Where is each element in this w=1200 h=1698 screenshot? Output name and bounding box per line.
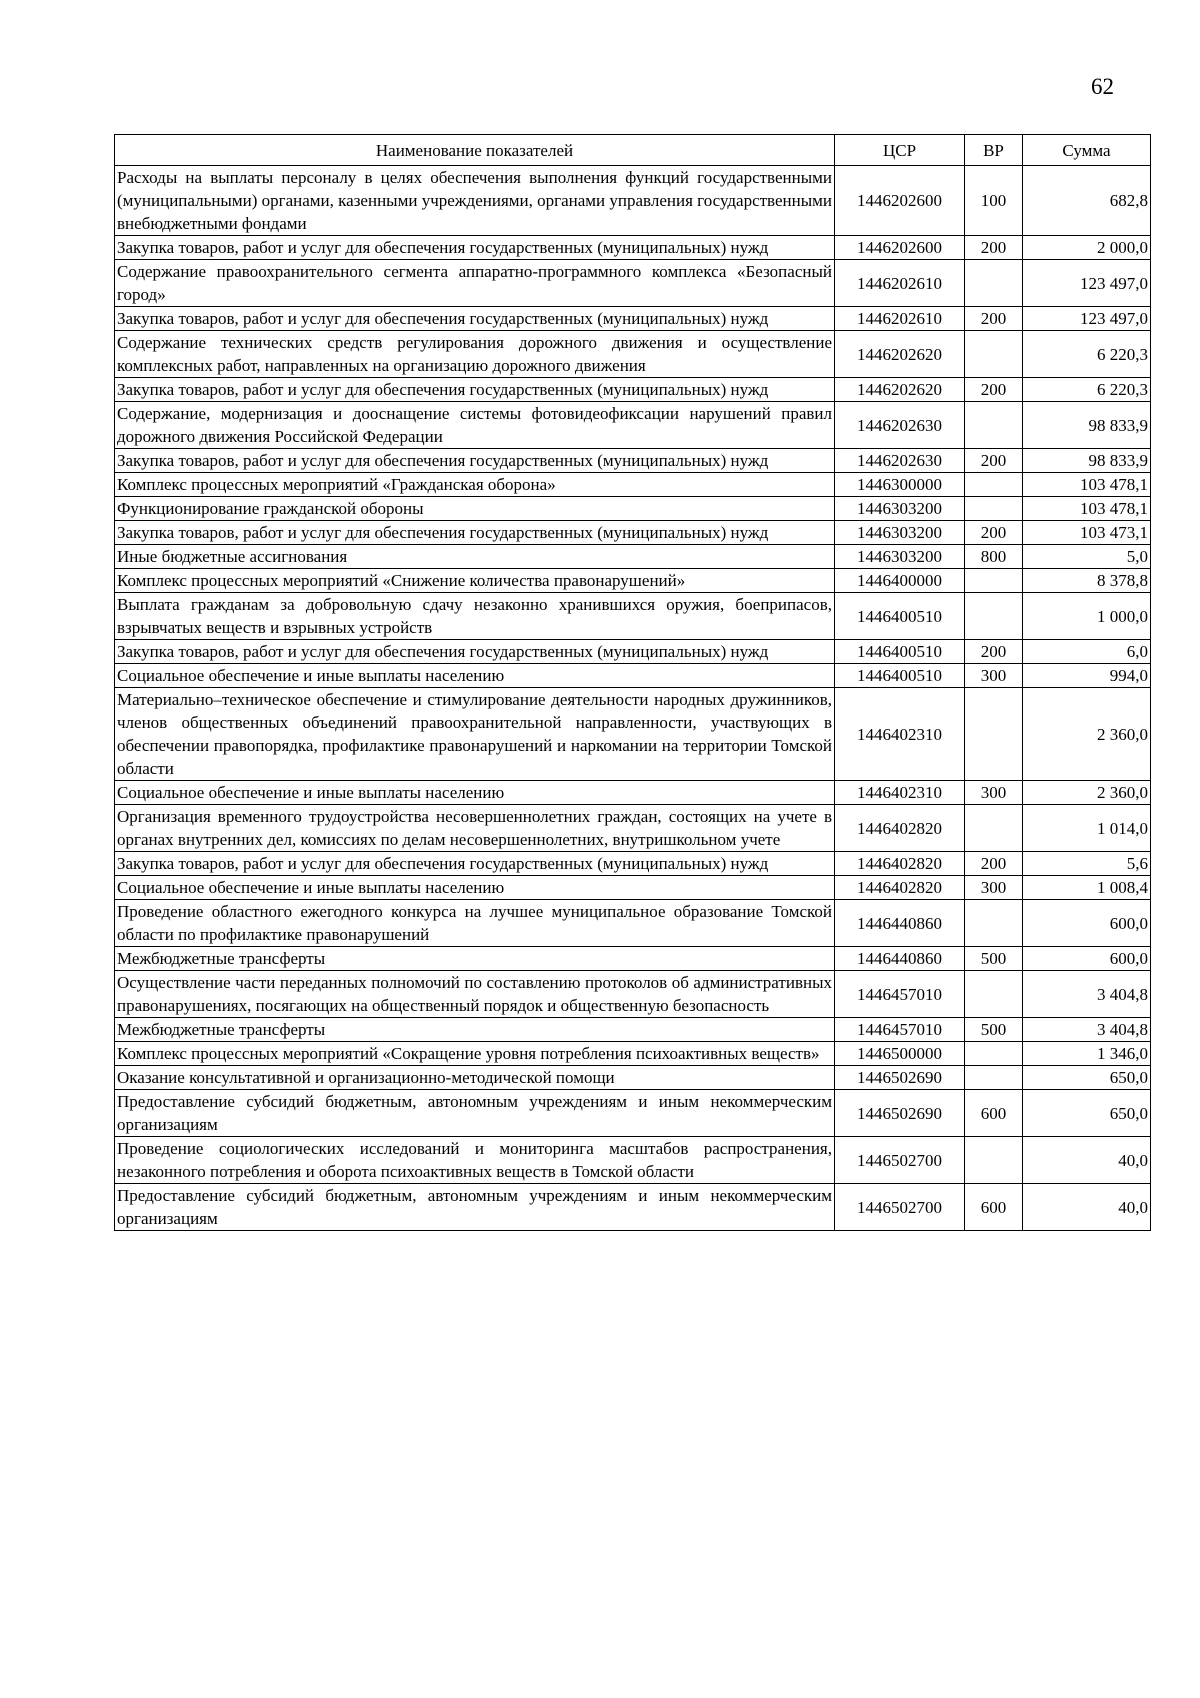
table-row — [115, 1066, 1151, 1090]
cell-csr: 1446402310 — [835, 781, 965, 805]
cell-sum: 2 000,0 — [1023, 236, 1151, 260]
table-row — [115, 378, 1151, 402]
cell-name: Предоставление субсидий бюджетным, автономным учреждениям и иным некоммерческим организациям — [115, 1184, 835, 1231]
cell-csr: 1446202620 — [835, 378, 965, 402]
header-csr: ЦСР — [835, 135, 965, 166]
cell-name: Содержание, модернизация и дооснащение системы фотовидеофиксации нарушений правил дорожного движения Российской Федерации — [115, 402, 835, 449]
table-row — [115, 166, 1151, 236]
cell-csr: 1446440860 — [835, 947, 965, 971]
cell-name: Социальное обеспечение и иные выплаты населению — [115, 876, 835, 900]
cell-vr — [965, 497, 1023, 521]
cell-csr: 1446502700 — [835, 1137, 965, 1184]
cell-name: Материально–техническое обеспечение и стимулирование деятельности народных дружинников, членов общественных объединений правоохранительной направленности, участвующих в обеспечении правопорядка, профилактике правонарушений и наркомании на территории Томской области — [115, 688, 835, 781]
cell-csr: 1446202630 — [835, 449, 965, 473]
cell-sum: 682,8 — [1023, 166, 1151, 236]
cell-sum: 600,0 — [1023, 947, 1151, 971]
table-row — [115, 971, 1151, 1018]
cell-vr: 300 — [965, 664, 1023, 688]
cell-csr: 1446303200 — [835, 497, 965, 521]
cell-csr: 1446202610 — [835, 307, 965, 331]
cell-sum: 103 478,1 — [1023, 497, 1151, 521]
cell-vr: 300 — [965, 781, 1023, 805]
cell-name: Расходы на выплаты персоналу в целях обеспечения выполнения функций государственными (муниципальными) органами, казенными учреждениями, органами управления государственными внебюджетными фондами — [115, 166, 835, 236]
cell-vr — [965, 1042, 1023, 1066]
table-row — [115, 402, 1151, 449]
cell-csr: 1446402820 — [835, 805, 965, 852]
cell-csr: 1446303200 — [835, 545, 965, 569]
cell-csr: 1446400510 — [835, 664, 965, 688]
cell-vr: 500 — [965, 947, 1023, 971]
table-row — [115, 805, 1151, 852]
cell-sum: 103 473,1 — [1023, 521, 1151, 545]
cell-sum: 650,0 — [1023, 1066, 1151, 1090]
cell-vr — [965, 971, 1023, 1018]
cell-sum: 5,6 — [1023, 852, 1151, 876]
cell-name: Комплекс процессных мероприятий «Гражданская оборона» — [115, 473, 835, 497]
table-row — [115, 1137, 1151, 1184]
table-row — [115, 1090, 1151, 1137]
table-row — [115, 473, 1151, 497]
cell-sum: 6 220,3 — [1023, 331, 1151, 378]
cell-vr — [965, 331, 1023, 378]
cell-name: Организация временного трудоустройства несовершеннолетних граждан, состоящих на учете в органах внутренних дел, комиссиях по делам несовершеннолетних, внутришкольном учете — [115, 805, 835, 852]
cell-csr: 1446202600 — [835, 166, 965, 236]
cell-name: Закупка товаров, работ и услуг для обеспечения государственных (муниципальных) нужд — [115, 640, 835, 664]
table-row — [115, 664, 1151, 688]
cell-vr: 200 — [965, 236, 1023, 260]
cell-name: Проведение областного ежегодного конкурса на лучшее муниципальное образование Томской области по профилактике правонарушений — [115, 900, 835, 947]
table-row — [115, 781, 1151, 805]
cell-vr: 300 — [965, 876, 1023, 900]
cell-csr: 1446303200 — [835, 521, 965, 545]
cell-sum: 650,0 — [1023, 1090, 1151, 1137]
cell-name: Содержание технических средств регулирования дорожного движения и осуществление комплексных работ, направленных на организацию дорожного движения — [115, 331, 835, 378]
cell-csr: 1446400510 — [835, 593, 965, 640]
cell-vr — [965, 260, 1023, 307]
table-row — [115, 521, 1151, 545]
cell-sum: 6 220,3 — [1023, 378, 1151, 402]
cell-csr: 1446202620 — [835, 331, 965, 378]
table-row — [115, 688, 1151, 781]
cell-name: Закупка товаров, работ и услуг для обеспечения государственных (муниципальных) нужд — [115, 236, 835, 260]
cell-vr — [965, 900, 1023, 947]
cell-name: Социальное обеспечение и иные выплаты населению — [115, 781, 835, 805]
cell-vr — [965, 569, 1023, 593]
cell-vr: 500 — [965, 1018, 1023, 1042]
table-row — [115, 449, 1151, 473]
header-name: Наименование показателей — [115, 135, 835, 166]
cell-csr: 1446202600 — [835, 236, 965, 260]
cell-sum: 2 360,0 — [1023, 781, 1151, 805]
cell-csr: 1446502690 — [835, 1090, 965, 1137]
cell-vr: 200 — [965, 307, 1023, 331]
cell-vr: 200 — [965, 449, 1023, 473]
cell-csr: 1446402820 — [835, 876, 965, 900]
table-header-row — [115, 135, 1151, 166]
table-row — [115, 640, 1151, 664]
cell-sum: 1 014,0 — [1023, 805, 1151, 852]
table-row — [115, 1018, 1151, 1042]
table-row — [115, 236, 1151, 260]
cell-csr: 1446402820 — [835, 852, 965, 876]
cell-sum: 123 497,0 — [1023, 307, 1151, 331]
cell-name: Осуществление части переданных полномочий по составлению протоколов об административных правонарушениях, посягающих на общественный порядок и общественную безопасность — [115, 971, 835, 1018]
cell-vr: 200 — [965, 852, 1023, 876]
cell-vr — [965, 805, 1023, 852]
cell-name: Иные бюджетные ассигнования — [115, 545, 835, 569]
cell-csr: 1446502700 — [835, 1184, 965, 1231]
cell-sum: 40,0 — [1023, 1137, 1151, 1184]
cell-vr: 200 — [965, 521, 1023, 545]
cell-sum: 103 478,1 — [1023, 473, 1151, 497]
cell-sum: 1 008,4 — [1023, 876, 1151, 900]
table-row — [115, 307, 1151, 331]
table-row — [115, 593, 1151, 640]
cell-vr: 100 — [965, 166, 1023, 236]
cell-name: Закупка товаров, работ и услуг для обеспечения государственных (муниципальных) нужд — [115, 307, 835, 331]
cell-sum: 994,0 — [1023, 664, 1151, 688]
cell-name: Содержание правоохранительного сегмента аппаратно-программного комплекса «Безопасный город» — [115, 260, 835, 307]
cell-name: Проведение социологических исследований и мониторинга масштабов распространения, незаконного потребления и оборота психоактивных веществ в Томской области — [115, 1137, 835, 1184]
cell-name: Закупка товаров, работ и услуг для обеспечения государственных (муниципальных) нужд — [115, 852, 835, 876]
cell-csr: 1446500000 — [835, 1042, 965, 1066]
cell-csr: 1446202610 — [835, 260, 965, 307]
cell-csr: 1446300000 — [835, 473, 965, 497]
cell-name: Оказание консультативной и организационно-методической помощи — [115, 1066, 835, 1090]
cell-vr — [965, 402, 1023, 449]
table-row — [115, 852, 1151, 876]
cell-vr — [965, 473, 1023, 497]
table-row — [115, 569, 1151, 593]
cell-csr: 1446400510 — [835, 640, 965, 664]
cell-name: Выплата гражданам за добровольную сдачу незаконно хранившихся оружия, боеприпасов, взрывчатых веществ и взрывных устройств — [115, 593, 835, 640]
cell-csr: 1446402310 — [835, 688, 965, 781]
table-row — [115, 900, 1151, 947]
cell-name: Закупка товаров, работ и услуг для обеспечения государственных (муниципальных) нужд — [115, 521, 835, 545]
cell-sum: 40,0 — [1023, 1184, 1151, 1231]
table-row — [115, 1184, 1151, 1231]
cell-sum: 2 360,0 — [1023, 688, 1151, 781]
cell-vr — [965, 688, 1023, 781]
cell-vr — [965, 1137, 1023, 1184]
table-row — [115, 497, 1151, 521]
budget-table — [114, 134, 1151, 1231]
table-row — [115, 331, 1151, 378]
cell-vr — [965, 1066, 1023, 1090]
cell-name: Социальное обеспечение и иные выплаты населению — [115, 664, 835, 688]
cell-name: Закупка товаров, работ и услуг для обеспечения государственных (муниципальных) нужд — [115, 378, 835, 402]
cell-csr: 1446400000 — [835, 569, 965, 593]
cell-sum: 600,0 — [1023, 900, 1151, 947]
table-row — [115, 947, 1151, 971]
cell-sum: 1 000,0 — [1023, 593, 1151, 640]
cell-name: Функционирование гражданской обороны — [115, 497, 835, 521]
cell-sum: 5,0 — [1023, 545, 1151, 569]
cell-sum: 1 346,0 — [1023, 1042, 1151, 1066]
cell-sum: 3 404,8 — [1023, 971, 1151, 1018]
table-row — [115, 876, 1151, 900]
table-row — [115, 545, 1151, 569]
table-body — [115, 166, 1151, 1231]
cell-vr: 600 — [965, 1090, 1023, 1137]
table-row — [115, 260, 1151, 307]
cell-vr: 800 — [965, 545, 1023, 569]
cell-name: Закупка товаров, работ и услуг для обеспечения государственных (муниципальных) нужд — [115, 449, 835, 473]
cell-sum: 3 404,8 — [1023, 1018, 1151, 1042]
cell-name: Комплекс процессных мероприятий «Снижение количества правонарушений» — [115, 569, 835, 593]
cell-sum: 8 378,8 — [1023, 569, 1151, 593]
cell-sum: 98 833,9 — [1023, 402, 1151, 449]
header-vr: ВР — [965, 135, 1023, 166]
cell-sum: 6,0 — [1023, 640, 1151, 664]
cell-csr: 1446440860 — [835, 900, 965, 947]
cell-csr: 1446502690 — [835, 1066, 965, 1090]
cell-name: Межбюджетные трансферты — [115, 947, 835, 971]
cell-csr: 1446457010 — [835, 1018, 965, 1042]
cell-vr: 600 — [965, 1184, 1023, 1231]
cell-csr: 1446202630 — [835, 402, 965, 449]
table-row — [115, 1042, 1151, 1066]
header-sum: Сумма — [1023, 135, 1151, 166]
cell-sum: 123 497,0 — [1023, 260, 1151, 307]
cell-sum: 98 833,9 — [1023, 449, 1151, 473]
cell-name: Межбюджетные трансферты — [115, 1018, 835, 1042]
page-number: 62 — [1091, 74, 1114, 99]
cell-name: Комплекс процессных мероприятий «Сокращение уровня потребления психоактивных веществ» — [115, 1042, 835, 1066]
cell-name: Предоставление субсидий бюджетным, автономным учреждениям и иным некоммерческим организациям — [115, 1090, 835, 1137]
cell-vr — [965, 593, 1023, 640]
cell-vr: 200 — [965, 378, 1023, 402]
cell-vr: 200 — [965, 640, 1023, 664]
cell-csr: 1446457010 — [835, 971, 965, 1018]
